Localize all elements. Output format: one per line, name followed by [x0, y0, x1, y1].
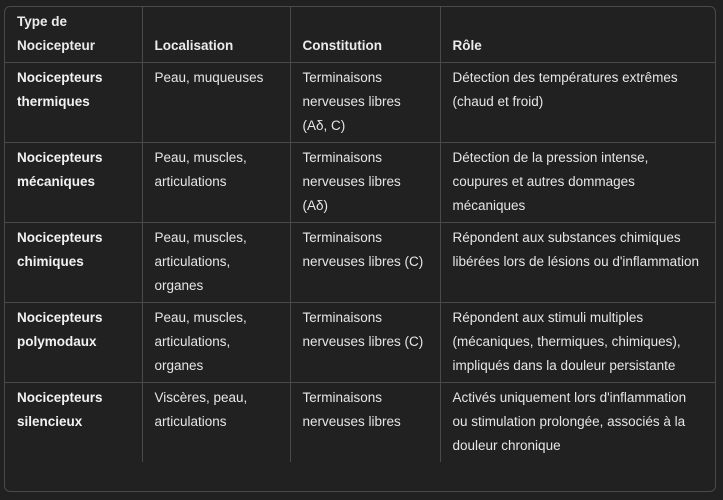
- cell-type: Nocicepteurs polymodaux: [5, 303, 142, 383]
- cell-role: Répondent aux stimuli multiples (mécaniques, thermiques, chimiques), impliqués dans la douleur persistante: [440, 303, 715, 383]
- table-row: [5, 223, 715, 303]
- cell-localisation: Peau, muscles, articulations: [142, 143, 290, 223]
- table-row: [5, 143, 715, 223]
- table-row: [5, 383, 715, 463]
- header-role: Rôle: [440, 7, 715, 63]
- cell-role: Détection des températures extrêmes (chaud et froid): [440, 63, 715, 143]
- cell-constitution: Terminaisons nerveuses libres (Aδ): [290, 143, 440, 223]
- cell-constitution: Terminaisons nerveuses libres: [290, 383, 440, 463]
- table-row: [5, 303, 715, 383]
- cell-role: Détection de la pression intense, coupures et autres dommages mécaniques: [440, 143, 715, 223]
- cell-role: Activés uniquement lors d'inflammation ou stimulation prolongée, associés à la douleur chronique: [452, 390, 687, 453]
- cell-localisation: Peau, muscles, articulations, organes: [142, 303, 290, 383]
- cell-constitution: Terminaisons nerveuses libres (C): [290, 303, 440, 383]
- header-constitution: Constitution: [290, 7, 440, 63]
- table-row: [5, 63, 715, 143]
- cell-role: Répondent aux substances chimiques libérées lors de lésions ou d'inflammation: [440, 223, 715, 303]
- cell-localisation: Viscères, peau, articulations: [142, 383, 290, 463]
- cell-type: Nocicepteurs silencieux: [5, 383, 142, 463]
- nociceptor-table: [5, 7, 715, 462]
- cell-constitution: Terminaisons nerveuses libres (C): [290, 223, 440, 303]
- cell-type: Nocicepteurs chimiques: [5, 223, 142, 303]
- nociceptor-table-container: [4, 6, 716, 492]
- table-header-row: [5, 7, 715, 63]
- header-type: Type de Nocicepteur: [5, 7, 142, 63]
- cell-type: Nocicepteurs thermiques: [5, 63, 142, 143]
- cell-localisation: Peau, muscles, articulations, organes: [142, 223, 290, 303]
- header-localisation: Localisation: [142, 7, 290, 63]
- cell-localisation: Peau, muqueuses: [142, 63, 290, 143]
- cell-type: Nocicepteurs mécaniques: [5, 143, 142, 223]
- cell-constitution: Terminaisons nerveuses libres (Aδ, C): [290, 63, 440, 143]
